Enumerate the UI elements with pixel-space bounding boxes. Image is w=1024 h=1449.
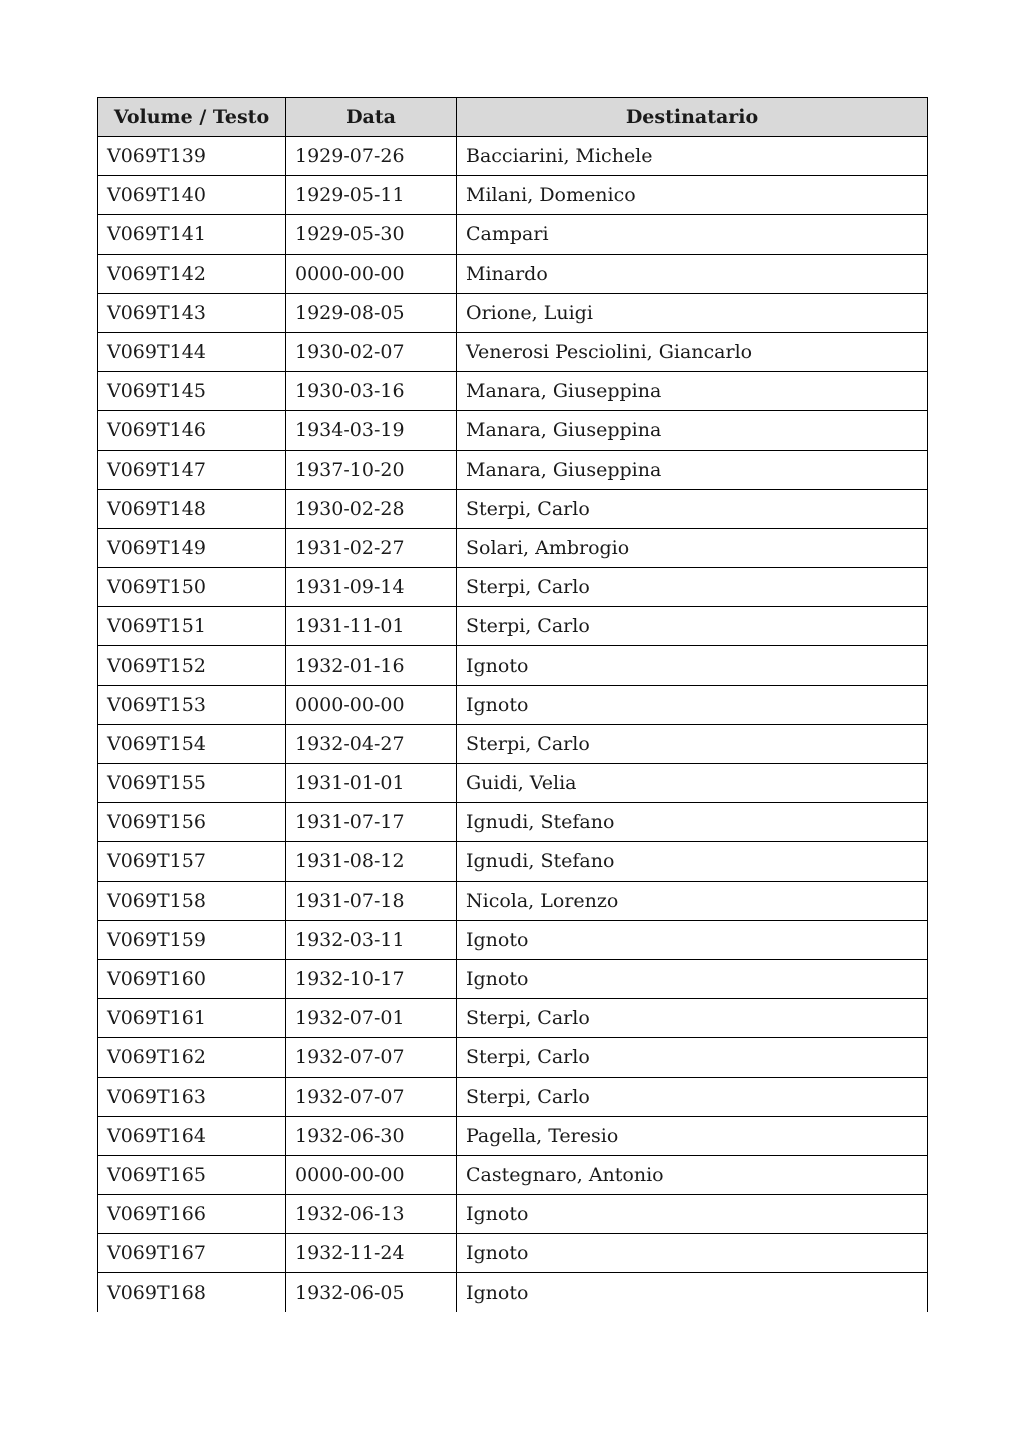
cell-destinatario: Orione, Luigi — [457, 293, 928, 332]
cell-data: 1932-06-30 — [286, 1116, 457, 1155]
table-row — [98, 450, 928, 489]
cell-volume-testo: V069T147 — [98, 450, 286, 489]
cell-volume-testo: V069T166 — [98, 1195, 286, 1234]
table-row — [98, 1273, 928, 1312]
cell-data: 1932-06-05 — [286, 1273, 457, 1312]
cell-destinatario: Bacciarini, Michele — [457, 137, 928, 176]
cell-data: 1931-07-17 — [286, 803, 457, 842]
table-row — [98, 999, 928, 1038]
cell-destinatario: Ignudi, Stefano — [457, 842, 928, 881]
cell-destinatario: Ignoto — [457, 1234, 928, 1273]
cell-volume-testo: V069T153 — [98, 685, 286, 724]
cell-volume-testo: V069T165 — [98, 1155, 286, 1194]
letters-table-container — [97, 97, 927, 1312]
cell-destinatario: Manara, Giuseppina — [457, 411, 928, 450]
cell-data: 1929-05-30 — [286, 215, 457, 254]
cell-data: 1929-07-26 — [286, 137, 457, 176]
cell-volume-testo: V069T156 — [98, 803, 286, 842]
cell-destinatario: Ignoto — [457, 1195, 928, 1234]
cell-destinatario: Ignoto — [457, 959, 928, 998]
cell-destinatario: Milani, Domenico — [457, 176, 928, 215]
cell-volume-testo: V069T164 — [98, 1116, 286, 1155]
cell-destinatario: Ignoto — [457, 1273, 928, 1312]
cell-volume-testo: V069T148 — [98, 489, 286, 528]
cell-volume-testo: V069T146 — [98, 411, 286, 450]
cell-destinatario: Sterpi, Carlo — [457, 607, 928, 646]
cell-destinatario: Ignoto — [457, 646, 928, 685]
table-row — [98, 254, 928, 293]
cell-data: 1931-08-12 — [286, 842, 457, 881]
table-row — [98, 959, 928, 998]
cell-destinatario: Minardo — [457, 254, 928, 293]
cell-destinatario: Sterpi, Carlo — [457, 999, 928, 1038]
table-row — [98, 685, 928, 724]
cell-volume-testo: V069T142 — [98, 254, 286, 293]
cell-data: 1937-10-20 — [286, 450, 457, 489]
table-row — [98, 920, 928, 959]
cell-data: 0000-00-00 — [286, 1155, 457, 1194]
table-row — [98, 176, 928, 215]
column-header-data: Data — [286, 98, 457, 137]
column-header-volume-testo: Volume / Testo — [98, 98, 286, 137]
cell-destinatario: Sterpi, Carlo — [457, 1038, 928, 1077]
cell-volume-testo: V069T167 — [98, 1234, 286, 1273]
table-body — [98, 137, 928, 1313]
cell-volume-testo: V069T154 — [98, 724, 286, 763]
cell-data: 1930-03-16 — [286, 372, 457, 411]
cell-destinatario: Pagella, Teresio — [457, 1116, 928, 1155]
cell-data: 1929-05-11 — [286, 176, 457, 215]
cell-destinatario: Venerosi Pesciolini, Giancarlo — [457, 332, 928, 371]
table-row — [98, 1155, 928, 1194]
table-row — [98, 764, 928, 803]
table-row — [98, 803, 928, 842]
cell-volume-testo: V069T139 — [98, 137, 286, 176]
cell-destinatario: Sterpi, Carlo — [457, 724, 928, 763]
table-row — [98, 293, 928, 332]
cell-data: 1932-03-11 — [286, 920, 457, 959]
cell-volume-testo: V069T163 — [98, 1077, 286, 1116]
cell-data: 1931-02-27 — [286, 528, 457, 567]
cell-data: 1932-07-07 — [286, 1038, 457, 1077]
cell-destinatario: Sterpi, Carlo — [457, 489, 928, 528]
table-row — [98, 1116, 928, 1155]
cell-data: 1930-02-28 — [286, 489, 457, 528]
cell-data: 1931-07-18 — [286, 881, 457, 920]
table-row — [98, 646, 928, 685]
cell-destinatario: Manara, Giuseppina — [457, 372, 928, 411]
cell-destinatario: Manara, Giuseppina — [457, 450, 928, 489]
cell-data: 1931-01-01 — [286, 764, 457, 803]
table-row — [98, 137, 928, 176]
cell-volume-testo: V069T140 — [98, 176, 286, 215]
cell-data: 1932-07-01 — [286, 999, 457, 1038]
cell-data: 0000-00-00 — [286, 254, 457, 293]
cell-destinatario: Castegnaro, Antonio — [457, 1155, 928, 1194]
cell-destinatario: Guidi, Velia — [457, 764, 928, 803]
table-row — [98, 724, 928, 763]
cell-volume-testo: V069T151 — [98, 607, 286, 646]
cell-data: 1929-08-05 — [286, 293, 457, 332]
cell-volume-testo: V069T152 — [98, 646, 286, 685]
cell-destinatario: Ignudi, Stefano — [457, 803, 928, 842]
cell-volume-testo: V069T144 — [98, 332, 286, 371]
cell-volume-testo: V069T143 — [98, 293, 286, 332]
cell-volume-testo: V069T149 — [98, 528, 286, 567]
cell-data: 1932-04-27 — [286, 724, 457, 763]
table-row — [98, 1077, 928, 1116]
table-row — [98, 1234, 928, 1273]
table-row — [98, 607, 928, 646]
cell-volume-testo: V069T157 — [98, 842, 286, 881]
table-row — [98, 215, 928, 254]
letters-table — [97, 97, 928, 1312]
cell-volume-testo: V069T168 — [98, 1273, 286, 1312]
table-header-row — [98, 98, 928, 137]
cell-data: 1931-11-01 — [286, 607, 457, 646]
cell-volume-testo: V069T150 — [98, 568, 286, 607]
cell-volume-testo: V069T141 — [98, 215, 286, 254]
cell-volume-testo: V069T155 — [98, 764, 286, 803]
cell-destinatario: Ignoto — [457, 920, 928, 959]
column-header-destinatario: Destinatario — [457, 98, 928, 137]
cell-data: 1932-11-24 — [286, 1234, 457, 1273]
cell-destinatario: Campari — [457, 215, 928, 254]
table-row — [98, 528, 928, 567]
cell-data: 1932-06-13 — [286, 1195, 457, 1234]
table-row — [98, 411, 928, 450]
cell-volume-testo: V069T158 — [98, 881, 286, 920]
cell-volume-testo: V069T162 — [98, 1038, 286, 1077]
table-row — [98, 372, 928, 411]
cell-volume-testo: V069T145 — [98, 372, 286, 411]
cell-volume-testo: V069T161 — [98, 999, 286, 1038]
table-row — [98, 842, 928, 881]
cell-data: 1932-07-07 — [286, 1077, 457, 1116]
table-row — [98, 332, 928, 371]
cell-destinatario: Ignoto — [457, 685, 928, 724]
cell-data: 1931-09-14 — [286, 568, 457, 607]
cell-data: 1932-01-16 — [286, 646, 457, 685]
cell-destinatario: Solari, Ambrogio — [457, 528, 928, 567]
table-row — [98, 1195, 928, 1234]
table-row — [98, 881, 928, 920]
cell-data: 1934-03-19 — [286, 411, 457, 450]
table-row — [98, 1038, 928, 1077]
table-row — [98, 568, 928, 607]
cell-data: 1930-02-07 — [286, 332, 457, 371]
cell-destinatario: Sterpi, Carlo — [457, 1077, 928, 1116]
cell-destinatario: Nicola, Lorenzo — [457, 881, 928, 920]
cell-data: 0000-00-00 — [286, 685, 457, 724]
cell-volume-testo: V069T159 — [98, 920, 286, 959]
table-row — [98, 489, 928, 528]
cell-destinatario: Sterpi, Carlo — [457, 568, 928, 607]
cell-data: 1932-10-17 — [286, 959, 457, 998]
cell-volume-testo: V069T160 — [98, 959, 286, 998]
